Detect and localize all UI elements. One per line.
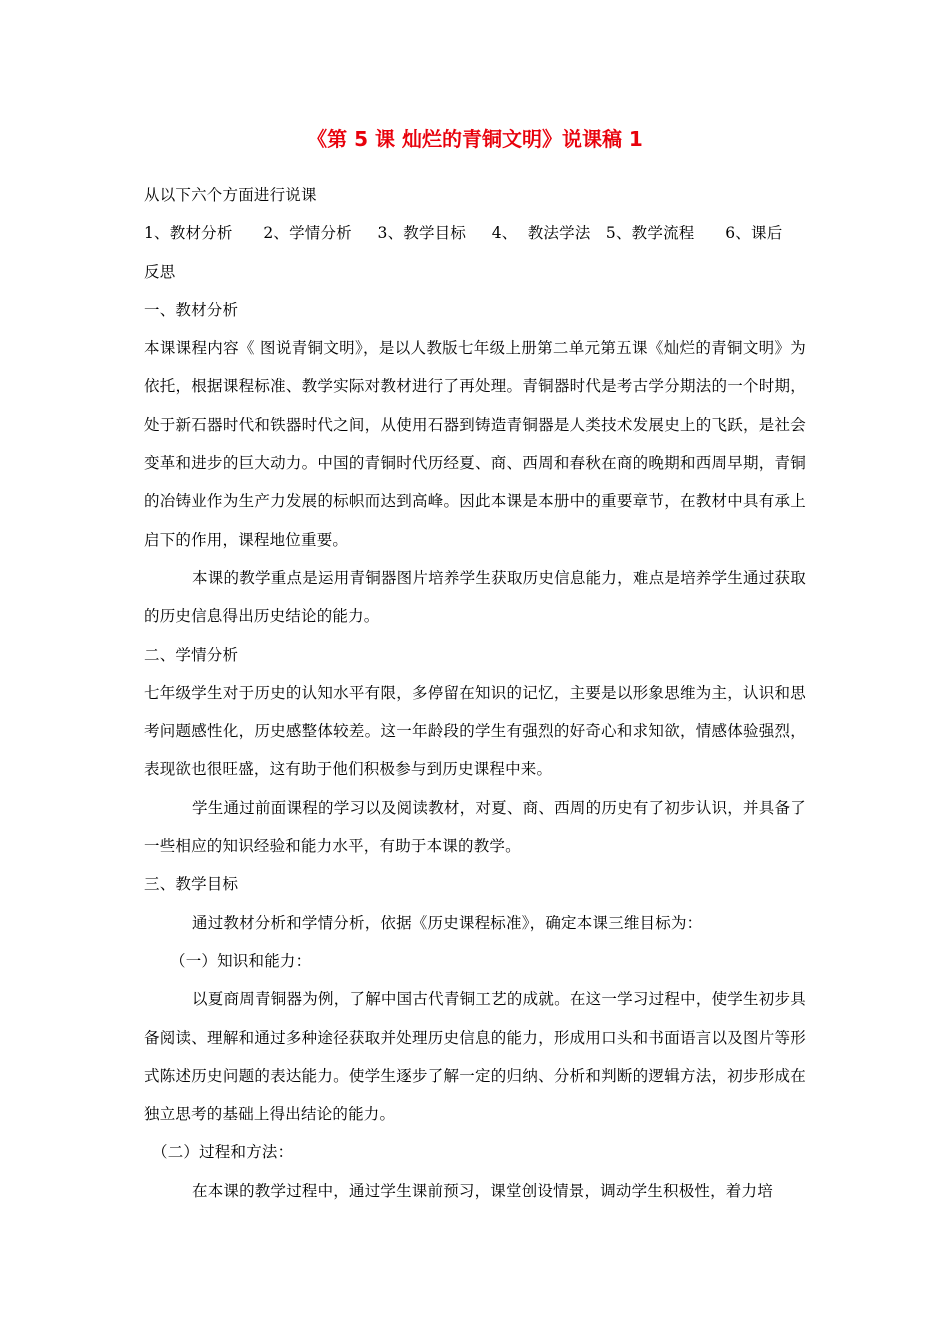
document-title: 《第 5 课 灿烂的青铜文明》说课稿 1 <box>307 127 643 151</box>
outline-text: 1、教材分析 2、学情分析 3、教学目标 4、 教法学法 5、教学流程 6、课后 <box>144 224 783 243</box>
paragraph: 以夏商周青铜器为例，了解中国古代青铜工艺的成就。在这一学习过程中，使学生初步具备阅读、理解和通过多种途径获取并处理历史信息的能力，形成用口头和书面语言以及图片等形式陈述历史问题的表达能力。使学生逐步了解一定的归纳、分析和判断的逻辑方法，初步形成在独立思考的基础上得出结论的能力。 <box>144 990 806 1124</box>
intro-line: 从以下六个方面进行说课 <box>144 186 317 204</box>
paragraph: 本课课程内容《 图说青铜文明》，是以人教版七年级上册第二单元第五课《灿烂的青铜文明》为依托，根据课程标准、教学实际对教材进行了再处理。青铜器时代是考古学分期法的一个时期，处于新石器时代和铁器时代之间，从使用石器到铸造青铜器是人类技术发展史上的飞跃，是社会变革和进步的巨大动力。中国的青铜时代历经夏、商、西周和春秋在商的晚期和西周早期，青铜的冶铸业作为生产力发展的标帜而达到高峰。因此本课是本册中的重要章节，在教材中具有承上启下的作用，课程地位重要。 <box>144 339 806 549</box>
subheading-knowledge: （一）知识和能力： <box>170 951 312 970</box>
subheading-process: （二）过程和方法： <box>152 1143 294 1162</box>
paragraph: 在本课的教学过程中，通过学生课前预习，课堂创设情景，调动学生积极性，着力培 <box>192 1181 773 1200</box>
outline-line-continued: 反思 <box>144 262 176 281</box>
document-body <box>144 176 806 1210</box>
outline-line <box>144 214 806 252</box>
paragraph: 学生通过前面课程的学习以及阅读教材，对夏、商、西周的历史有了初步认识，并具备了一些相应的知识经验和能力水平，有助于本课的教学。 <box>144 798 806 856</box>
section-heading-2: 二、学情分析 <box>144 645 239 664</box>
section-heading-1: 一、教材分析 <box>144 300 239 319</box>
paragraph: 七年级学生对于历史的认知水平有限，多停留在知识的记忆，主要是以形象思维为主，认识和思考问题感性化，历史感整体较差。这一年龄段的学生有强烈的好奇心和求知欲，情感体验强烈，表现欲也很旺盛，这有助于他们积极参与到历史课程中来。 <box>144 683 806 779</box>
paragraph: 通过教材分析和学情分析，依据《历史课程标准》，确定本课三维目标为： <box>192 913 703 932</box>
paragraph: 本课的教学重点是运用青铜器图片培养学生获取历史信息能力，难点是培养学生通过获取的历史信息得出历史结论的能力。 <box>144 568 806 626</box>
section-heading-3: 三、教学目标 <box>144 875 239 894</box>
